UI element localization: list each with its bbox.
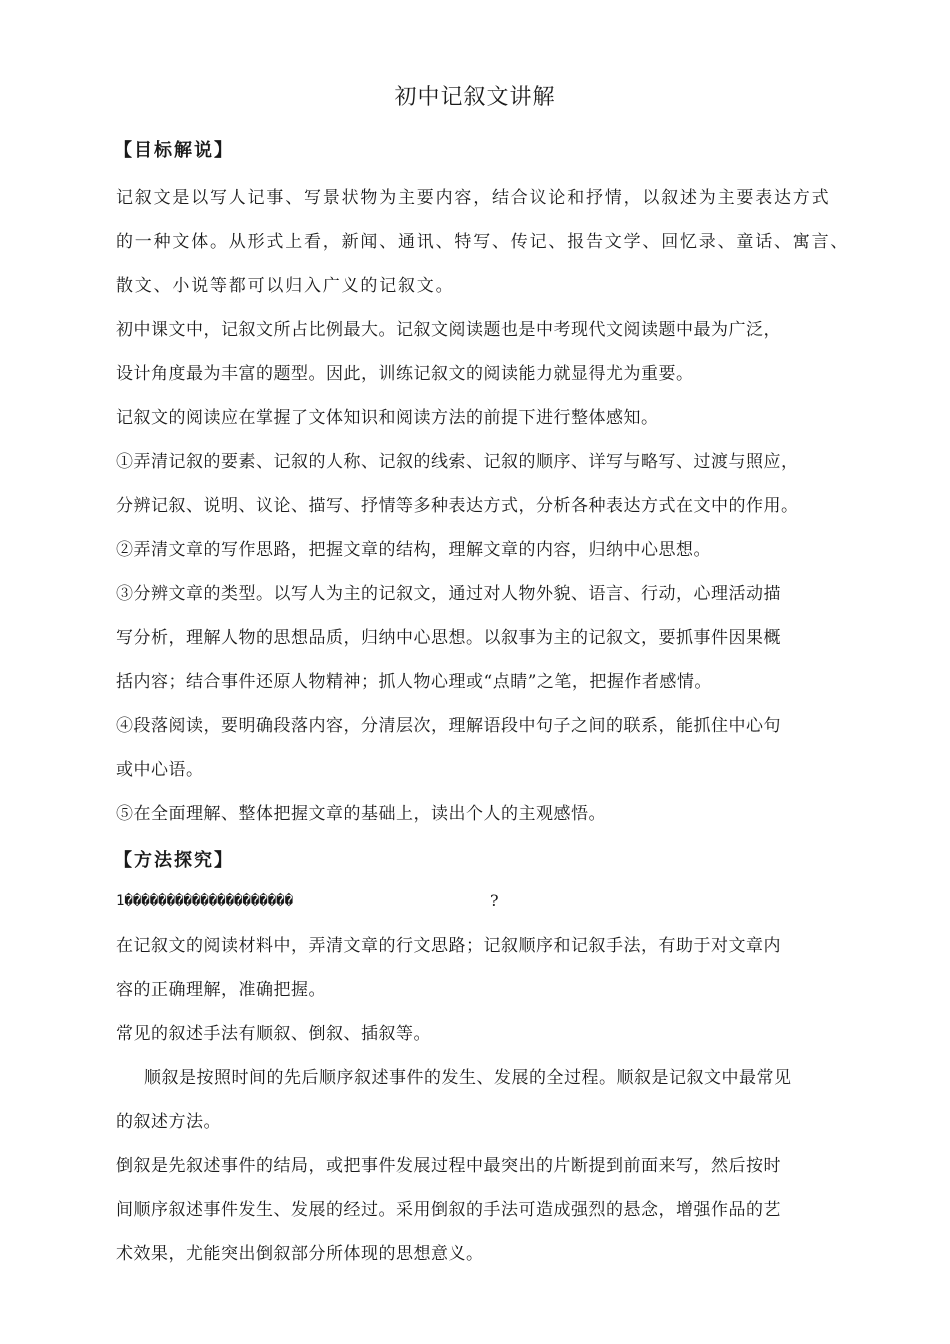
paragraph-line: 间顺序叙述事件发生、发展的经过。采用倒叙的手法可造成强烈的悬念，增强作品的艺 bbox=[116, 1200, 781, 1220]
paragraph-line: 倒叙是先叙述事件的结局，或把事件发展过程中最突出的片断提到前面来写，然后按时 bbox=[116, 1156, 781, 1176]
paragraph-line-indented: 顺叙是按照时间的先后顺序叙述事件的发生、发展的全过程。顺叙是记叙文中最常见 bbox=[144, 1068, 792, 1088]
paragraph-line: 在记叙文的阅读材料中，弄清文章的行文思路；记叙顺序和记叙手法，有助于对文章内 bbox=[116, 936, 781, 956]
paragraph-line: ①弄清记叙的要素、记叙的人称、记叙的线索、记叙的顺序、详写与略写、过渡与照应， bbox=[116, 452, 799, 472]
page-title: 初中记叙文讲解 bbox=[394, 85, 556, 110]
paragraph-line: 或中心语。 bbox=[116, 760, 204, 780]
paragraph-line: 分辨记叙、说明、议论、描写、抒情等多种表达方式，分析各种表达方式在文中的作用。 bbox=[116, 496, 799, 516]
paragraph-line: 初中课文中，记叙文所占比例最大。记叙文阅读题也是中考现代文阅读题中最为广泛， bbox=[116, 320, 781, 340]
paragraph-line: ②弄清文章的写作思路，把握文章的结构，理解文章的内容，归纳中心思想。 bbox=[116, 540, 711, 560]
paragraph-line: ③分辨文章的类型。以写人为主的记叙文，通过对人物外貌、语言、行动，心理活动描 bbox=[116, 584, 781, 604]
garbled-question-mark: ? bbox=[490, 891, 499, 910]
section-heading-goals: 【目标解说】 bbox=[114, 140, 234, 161]
paragraph-line: 容的正确理解，准确把握。 bbox=[116, 980, 326, 1000]
paragraph-line: ④段落阅读，要明确段落内容，分清层次，理解语段中句子之间的联系，能抓住中心句 bbox=[116, 716, 781, 736]
paragraph-line: 记叙文的阅读应在掌握了文体知识和阅读方法的前提下进行整体感知。 bbox=[116, 408, 659, 428]
paragraph-line: ⑤在全面理解、整体把握文章的基础上，读出个人的主观感悟。 bbox=[116, 804, 606, 824]
paragraph-line: 的叙述方法。 bbox=[116, 1112, 221, 1132]
paragraph-line: 设计角度最为丰富的题型。因此，训练记叙文的阅读能力就显得尤为重要。 bbox=[116, 364, 694, 384]
paragraph-line: 的一种文体。从形式上看，新闻、通讯、特写、传记、报告文学、回忆录、童话、寓言、 bbox=[116, 232, 850, 252]
paragraph-line: 写分析，理解人物的思想品质，归纳中心思想。以叙事为主的记叙文，要抓事件因果概 bbox=[116, 628, 781, 648]
section-heading-methods: 【方法探究】 bbox=[114, 850, 234, 871]
paragraph-line: 常见的叙述手法有顺叙、倒叙、插叙等。 bbox=[116, 1024, 431, 1044]
paragraph-line: 术效果，尤能突出倒叙部分所体现的思想意义。 bbox=[116, 1244, 484, 1264]
paragraph-line: 记叙文是以写人记事、写景状物为主要内容，结合议论和抒情，以叙述为主要表达方式 bbox=[116, 188, 831, 208]
paragraph-line: 括内容；结合事件还原人物精神；抓人物心理或“点睛”之笔，把握作者感情。 bbox=[116, 672, 712, 692]
paragraph-line: 散文、小说等都可以归入广义的记叙文。 bbox=[116, 276, 455, 296]
garbled-subheading: 1�������������������� bbox=[116, 893, 294, 909]
